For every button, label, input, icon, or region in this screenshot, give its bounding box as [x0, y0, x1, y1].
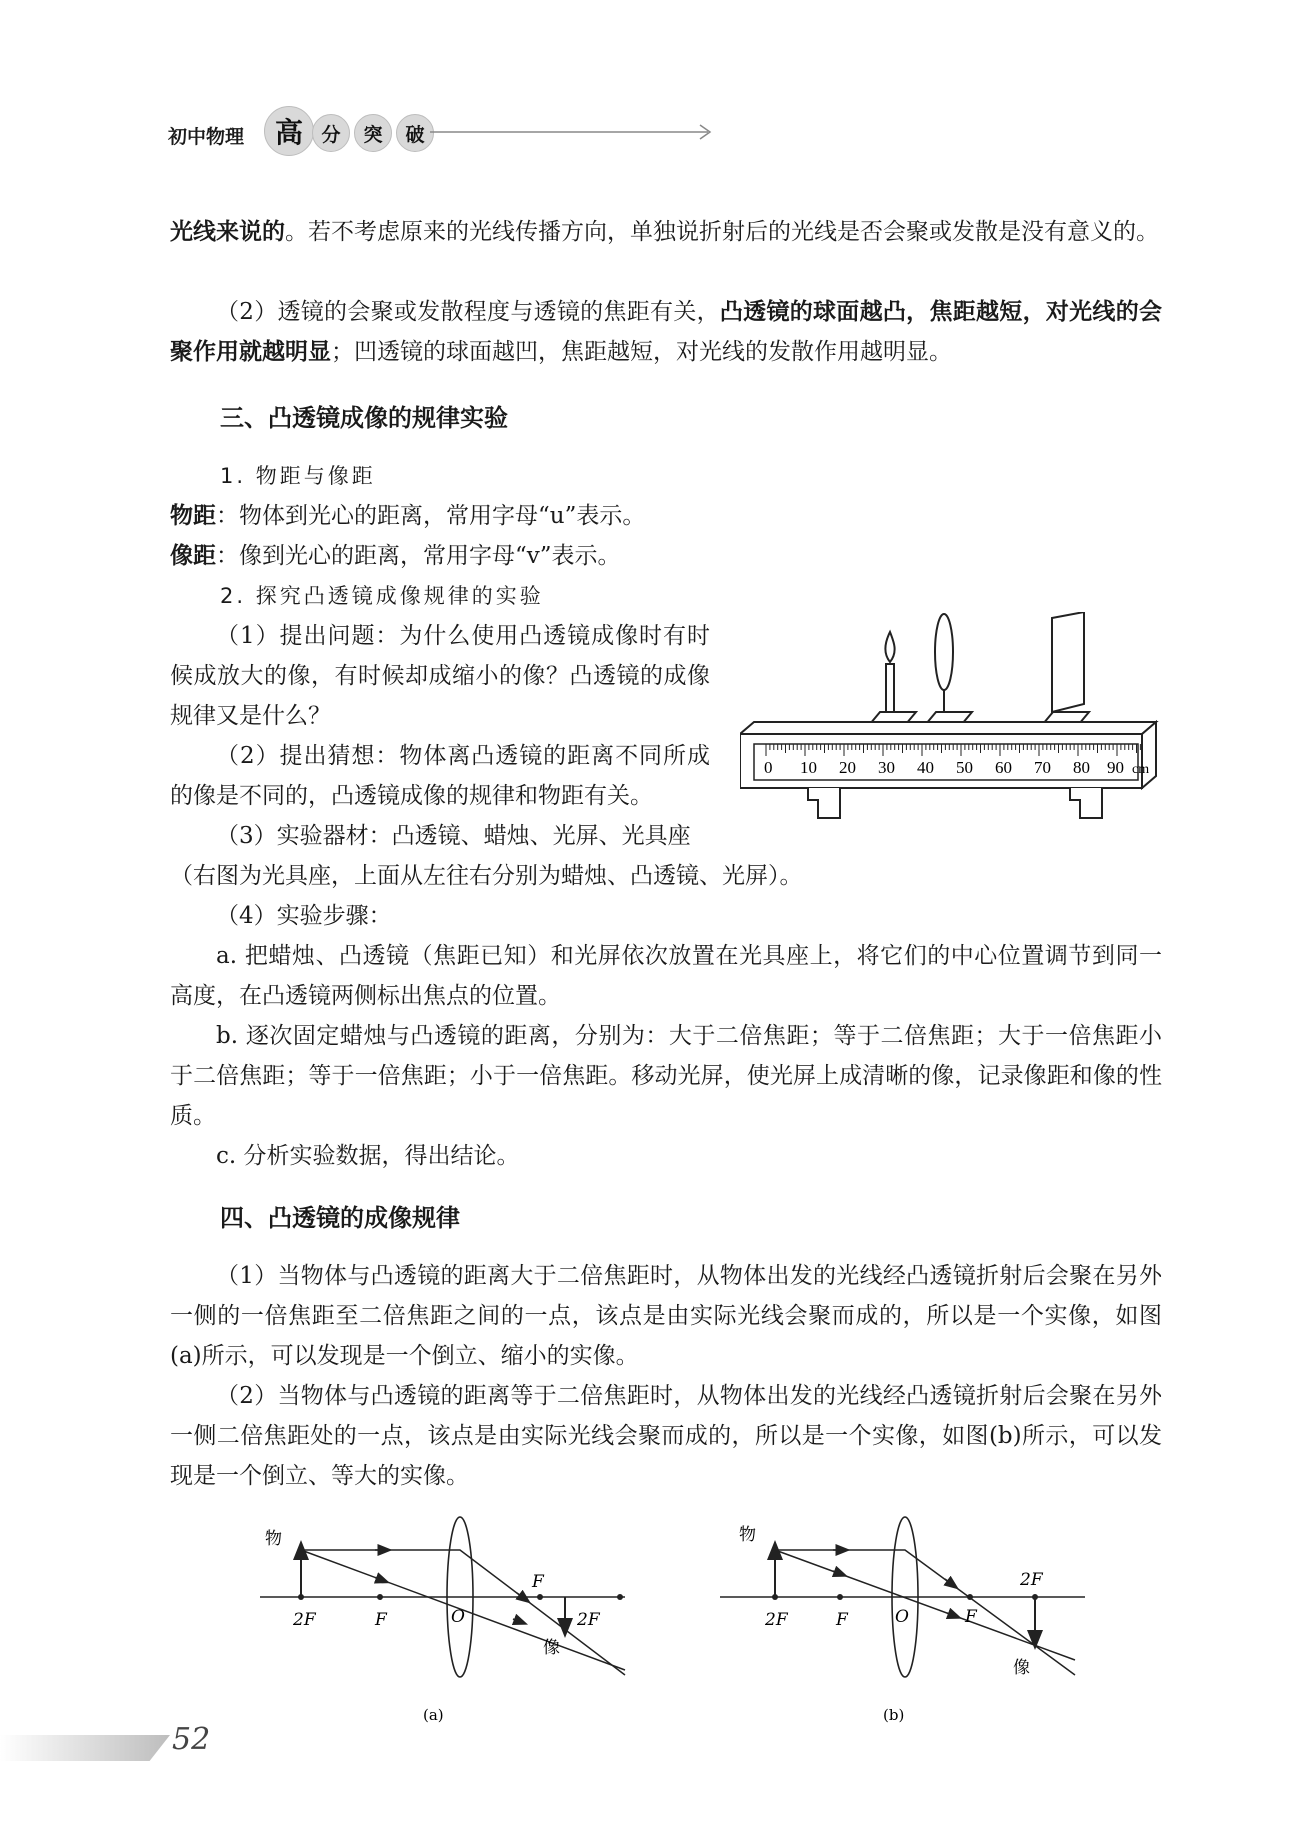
equipment-note: （右图为光具座，上面从左往右分别为蜡烛、凸透镜、光屏）。 — [170, 863, 803, 889]
candle — [886, 664, 894, 718]
figure-caption: (b) — [883, 1706, 905, 1724]
paragraph-continued — [170, 212, 1162, 252]
header-arrow-icon — [430, 122, 720, 142]
tick-label-10: 10 — [800, 758, 817, 777]
tick-label-60: 60 — [995, 758, 1012, 777]
ray-diagram-a — [255, 1510, 635, 1730]
tick-label-90: 90 — [1107, 758, 1124, 777]
paragraph-lead: （2）透镜的会聚或发散程度与透镜的焦距有关， — [216, 299, 720, 325]
series-logo — [264, 100, 724, 160]
candle-flame — [885, 632, 894, 662]
bench-top — [740, 722, 1156, 734]
tick-label-20: 20 — [839, 758, 856, 777]
steps-heading: （4）实验步骤： — [216, 903, 392, 929]
paragraph-text: 。若不考虑原来的光线传播方向，单独说折射后的光线是否会聚或发散是没有意义的。 — [285, 219, 1159, 245]
object-label: 物 — [739, 1525, 756, 1545]
tick-label-40: 40 — [917, 758, 934, 777]
series-char-gao: 高 — [264, 106, 314, 156]
tick-label-50: 50 — [956, 758, 973, 777]
tick-label-0: 0 — [764, 758, 773, 777]
section-title: 三、凸透镜成像的规律实验 — [220, 404, 508, 432]
section-title: 四、凸透镜的成像规律 — [220, 1204, 460, 1232]
rule-1: （1）当物体与凸透镜的距离大于二倍焦距时，从物体出发的光线经凸透镜折射后会聚在另外一侧的一倍焦距至二倍焦距之间的一点，该点是由实际光线会聚而成的，所以是一个实像，如图(a)所示，可以发现是一个倒立、缩小的实像。 — [170, 1263, 1162, 1369]
step-b: b. 逐次固定蜡烛与凸透镜的距离，分别为：大于二倍焦距；等于二倍焦距；大于一倍焦距小于二倍焦距；等于一倍焦距；小于一倍焦距。移动光屏，使光屏上成清晰的像，记录像距和像的性质。 — [170, 1023, 1162, 1129]
tick-label-70: 70 — [1034, 758, 1051, 777]
equipment-line: （3）实验器材：凸透镜、蜡烛、光屏、光具座 — [216, 823, 691, 849]
step-c: c. 分析实验数据，得出结论。 — [216, 1143, 520, 1169]
paragraph-focal — [170, 292, 1162, 372]
tick-label-80: 80 — [1073, 758, 1090, 777]
book-title: 初中物理 — [168, 126, 245, 148]
term-label: 物距 — [170, 503, 216, 529]
series-char-fen: 分 — [312, 114, 350, 152]
definition-image-distance — [170, 536, 621, 576]
focal-f-left: F — [375, 1610, 387, 1630]
subheading-2: 2. 探究凸透镜成像规律的实验 — [220, 584, 544, 608]
focal-2f-left: 2F — [765, 1610, 788, 1630]
light-screen — [1052, 612, 1084, 712]
convex-lens — [935, 614, 953, 690]
focal-f-right: F — [532, 1572, 544, 1592]
optical-center: O — [451, 1607, 465, 1627]
object-label: 物 — [265, 1529, 282, 1549]
footer-bar — [0, 1735, 170, 1761]
image-label: 像 — [1013, 1658, 1030, 1678]
paragraph-text: ；凹透镜的球面越凹，焦距越短，对光线的发散作用越明显。 — [331, 339, 952, 365]
subheading-1: 1. 物距与像距 — [220, 464, 376, 488]
page-number: 52 — [172, 1722, 211, 1757]
optical-center: O — [895, 1607, 909, 1627]
step-a: a. 把蜡烛、凸透镜（焦距已知）和光屏依次放置在光具座上，将它们的中心位置调节到同一高度，在凸透镜两侧标出焦点的位置。 — [170, 943, 1162, 1009]
ray-center — [775, 1550, 1075, 1660]
bold-phrase: 光线来说的 — [170, 219, 285, 245]
tick-label-30: 30 — [878, 758, 895, 777]
focal-2f-left: 2F — [293, 1610, 316, 1630]
ray-parallel — [775, 1550, 1075, 1675]
term-label: 像距 — [170, 543, 216, 569]
question-paragraph: （1）提出问题：为什么使用凸透镜成像时有时候成放大的像，有时候却成缩小的像？凸透镜的成像规律又是什么？ — [170, 623, 710, 729]
image-label: 像 — [543, 1638, 560, 1658]
definition-text: ：物体到光心的距离，常用字母“u”表示。 — [216, 503, 646, 529]
definition-object-distance — [170, 496, 645, 536]
focal-f-right: F — [965, 1607, 977, 1627]
series-char-po: 破 — [396, 114, 434, 152]
bold-phrase: 凸透镜的球面越凸，焦距越短，对光线的会聚作用就越明显 — [170, 299, 1163, 365]
unit-label: cm — [1132, 762, 1150, 777]
figure-caption: (a) — [423, 1706, 444, 1724]
ray-diagram-b — [715, 1510, 1095, 1730]
focal-2f-right: 2F — [1020, 1570, 1043, 1590]
definition-text: ：像到光心的距离，常用字母“v”表示。 — [216, 543, 621, 569]
focal-2f-right: 2F — [577, 1610, 600, 1630]
hypothesis-paragraph: （2）提出猜想：物体离凸透镜的距离不同所成的像是不同的，凸透镜成像的规律和物距有关。 — [170, 743, 710, 809]
rule-2: （2）当物体与凸透镜的距离等于二倍焦距时，从物体出发的光线经凸透镜折射后会聚在另外一侧二倍焦距处的一点，该点是由实际光线会聚而成的，所以是一个实像，如图(b)所示，可以发现是一个倒立、等大的实像。 — [170, 1383, 1162, 1489]
focal-f-left: F — [836, 1610, 848, 1630]
series-char-tu: 突 — [354, 114, 392, 152]
optical-bench-figure — [740, 612, 1170, 832]
